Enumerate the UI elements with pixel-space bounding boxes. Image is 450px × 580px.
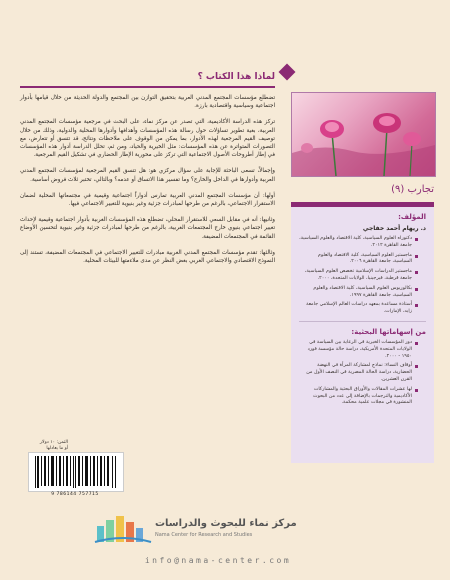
city-skyline-icon: [93, 512, 153, 544]
list-item: أستاذة مساعدة بمعهد دراسات العالم الإسلامي جامعة زايد، الإمارات.: [297, 302, 418, 316]
series-label: تجارب (٩): [391, 184, 434, 195]
author-heading: المؤلف:: [398, 213, 426, 221]
description-column: [20, 94, 275, 273]
section-heading: لماذا هذا الكتاب ؟: [197, 72, 275, 82]
diamond-icon: [279, 64, 296, 81]
list-item: دكتوراه العلوم السياسية، كلية الاقتصاد والعلوم السياسية، جامعة القاهرة ٢٠١٢.: [297, 236, 418, 250]
contact-email[interactable]: info@nama-center.com: [144, 556, 292, 565]
barcode: [28, 452, 124, 492]
list-item: دور المؤسسات الخيرية في الرعاية بين السياسة في الولايات المتحدة الأمريكية، دراسة حالة مؤسسة فورد ١٩٥٠ - ٢٠٠٠.: [297, 340, 418, 360]
cover-painting: [291, 92, 436, 177]
description-paragraph: أولها: أن مؤسسات المجتمع المدني العربية تمارس أدواراً اجتماعية وقيمية في مجتمعاتها المحلية لضمان الاستقرار الاجتماعي، بالرغم من طرحها لمبادرات جزئية وغير بنيوية للتغيير الاجتماعي فيها.: [20, 192, 275, 208]
logo-text-english: Nama Center for Research and Studies: [155, 532, 253, 538]
author-name: د. ريهام أحمد خفاجي: [362, 225, 426, 232]
barcode-number: 9 786144 757715: [51, 492, 99, 497]
barcode-icon: [29, 453, 123, 491]
flowers-illustration: [292, 93, 435, 176]
author-credentials-list: [291, 236, 434, 316]
author-box: [291, 202, 434, 463]
list-item: ماجستير العلوم السياسية، كلية الاقتصاد والعلوم السياسية، جامعة القاهرة ٢٠٠٦.: [297, 253, 418, 267]
list-item: أوقاف النساء: نماذج لمشاركة المرأة في النهضة الحضارية، دراسة الحالة المصرية في النصف الأول من القرن العشرين.: [297, 363, 418, 383]
contributions-list: [291, 340, 434, 407]
description-paragraph: تضطلع مؤسسات المجتمع المدني العربية بتحقيق التوازن بين المجتمع والدولة الحديثة من خلال قيامها بأدوار اجتماعية وسياسية واقتصادية بارزة.: [20, 95, 275, 110]
description-paragraph: وثانيها: أنه في مقابل السعي للاستقرار المحلي، تضطلع هذه المؤسسات الغربية بأدوار اجتماعية وقيمية لإحداث تغيير اجتماعي بنيوي خارج المجتمعات الغربية، بالرغم من طرحها لمبادرات جزئية وغير بنيوية لتحسين الأوضاع القائمة في المجتمعات المضيفة.: [20, 217, 275, 240]
divider: [299, 321, 426, 322]
list-item: بكالوريوس العلوم السياسية، كلية الاقتصاد والعلوم السياسية، جامعة القاهرة ١٩٩٧.: [297, 286, 418, 300]
price-subtext: أو ما يعادلها: [46, 446, 68, 451]
description-paragraph: تركز هذه الدراسة الأكاديمية، التي تصدر عن مركز نماء، على البحث في مرجعية مؤسسات المجتمع المدني العربية، بغية تطوير تساؤلات حول رسالة هذه المؤسسات وأهدافها وأدوارها المحلية والدولية، وذلك من خلال توصيف القيم المرجعية لهذه الأدوار، بما يمكن من الوقوف على ملاحظات ونتائج، قد تتسق أو تتعارض، مع التصورات المتواترة عن هذه المؤسسات: مثل الخيرية والحياد، ومن ثم، تحلل الدراسة أدوار هذه المؤسسات في إطار أطروحات الأصول الاجتماعية التي تركز على محورية الإطار الحضاري في تشكيل القيم المرجعية.: [20, 119, 275, 159]
list-item: لها عشرات المقالات والأوراق البحثية والمشاركات الأكاديمية والترجمات بالإضافة إلى عدد من البحوث المنشورة في مجلات علمية محكمة.: [297, 387, 418, 407]
section-heading-bar: [20, 72, 275, 88]
price-block: [28, 440, 68, 452]
contributions-heading: من إسهاماتها البحثية:: [351, 327, 426, 336]
list-item: ماجستير الدراسات الإسلامية تخصص العلوم السياسية، جامعة قرطبة، فيرجينيا، الولايات المتحدة، ٢٠٠٠.: [297, 269, 418, 283]
description-paragraph: وثالثها: تقدم مؤسسات المجتمع المدني الغربية مبادرات للتغيير الاجتماعي في المجتمعات المضيفة، تستند إلى النموذج الاقتصادي والاجتماعي الغربي بغض النظر عن مدى ملاءمتها للبيئات المحلية.: [20, 249, 275, 265]
price-text: الثمن: ١٠ دولار: [39, 440, 68, 445]
logo-text-arabic: مركز نماء للبحوث والدراسات: [155, 518, 297, 529]
nama-logo: [93, 512, 153, 544]
description-paragraph: وإجمالاً، تسعى الباحثة للإجابة على سؤال مركزي هو: هل تتسق القيم المرجعية لمؤسسات المجتمع المدني العربية وأدوارها في الداخل والخارج؟ وما تفسير هذا الاتساق أو عدمه؟ وبالتالي، تختبر ثلاث فروض أساسية.: [20, 168, 275, 183]
